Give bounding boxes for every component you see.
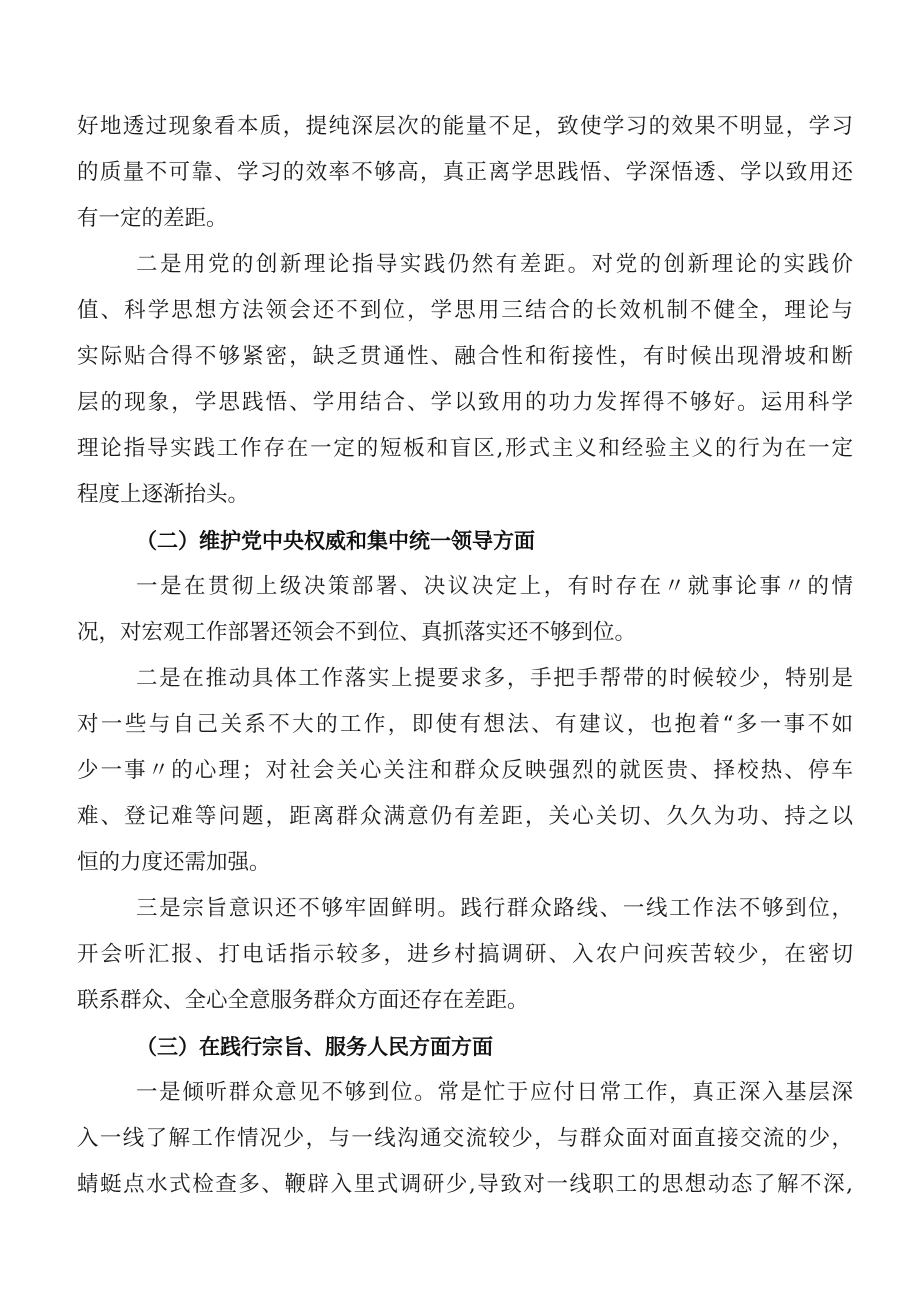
paragraph-line: 实际贴合得不够紧密，缺乏贯通性、融合性和衔接性，有时候出现滑坡和断 bbox=[77, 344, 853, 369]
paragraph-line: 理论指导实践工作存在一定的短板和盲区,形式主义和经验主义的行为在一定 bbox=[77, 436, 853, 461]
paragraph-line: 二是用党的创新理论指导实践仍然有差距。对党的创新理论的实践价 bbox=[136, 252, 853, 277]
paragraph-line: 蜻蜓点水式检查多、鞭辟入里式调研少,导致对一线职工的思想动态了解不深, bbox=[77, 1172, 853, 1197]
paragraph-line: 况，对宏观工作部署还领会不到位、真抓落实还不够到位。 bbox=[77, 620, 637, 645]
paragraph-line: 一是倾听群众意见不够到位。常是忙于应付日常工作，真正深入基层深 bbox=[136, 1080, 853, 1105]
paragraph-line: 对一些与自己关系不大的工作，即使有想法、有建议，也抱着“多一事不如 bbox=[77, 712, 853, 737]
paragraph-line: 好地透过现象看本质，提纯深层次的能量不足，致使学习的效果不明显，学习 bbox=[77, 114, 853, 139]
paragraph-line: 联系群众、全心全意服务群众方面还存在差距。 bbox=[77, 988, 529, 1013]
paragraph-line: 难、登记难等问题，距离群众满意仍有差距，关心关切、久久为功、持之以 bbox=[77, 804, 853, 829]
paragraph-line: 层的现象，学思践悟、学用结合、学以致用的功力发挥得不够好。运用科学 bbox=[77, 390, 853, 415]
paragraph-line: 少一事〃的心理；对社会关心关注和群众反映强烈的就医贵、择校热、停车 bbox=[77, 758, 853, 783]
paragraph-line: 二是在推动具体工作落实上提要求多，手把手帮带的时候较少，特别是 bbox=[136, 666, 853, 691]
paragraph-line: 程度上逐渐抬头。 bbox=[77, 482, 250, 507]
paragraph-line: 有一定的差距。 bbox=[77, 206, 228, 231]
paragraph-line: 恒的力度还需加强。 bbox=[77, 850, 271, 875]
paragraph-line: 三是宗旨意识还不够牢固鲜明。践行群众路线、一线工作法不够到位， bbox=[136, 896, 853, 921]
section-heading: （三）在践行宗旨、服务人民方面方面 bbox=[136, 1035, 493, 1059]
paragraph-line: 开会听汇报、打电话指示较多，进乡村搞调研、入农户问疾苦较少，在密切 bbox=[77, 942, 853, 967]
paragraph-line: 的质量不可靠、学习的效率不够高，真正离学思践悟、学深悟透、学以致用还 bbox=[77, 160, 853, 185]
section-heading: （二）维护党中央权威和集中统一领导方面 bbox=[136, 529, 535, 553]
paragraph-line: 一是在贯彻上级决策部署、决议决定上，有时存在〃就事论事〃的情 bbox=[136, 574, 853, 599]
paragraph-line: 入一线了解工作情况少，与一线沟通交流较少，与群众面对面直接交流的少， bbox=[77, 1126, 853, 1151]
paragraph-line: 值、科学思想方法领会还不到位，学思用三结合的长效机制不健全，理论与 bbox=[77, 298, 853, 323]
